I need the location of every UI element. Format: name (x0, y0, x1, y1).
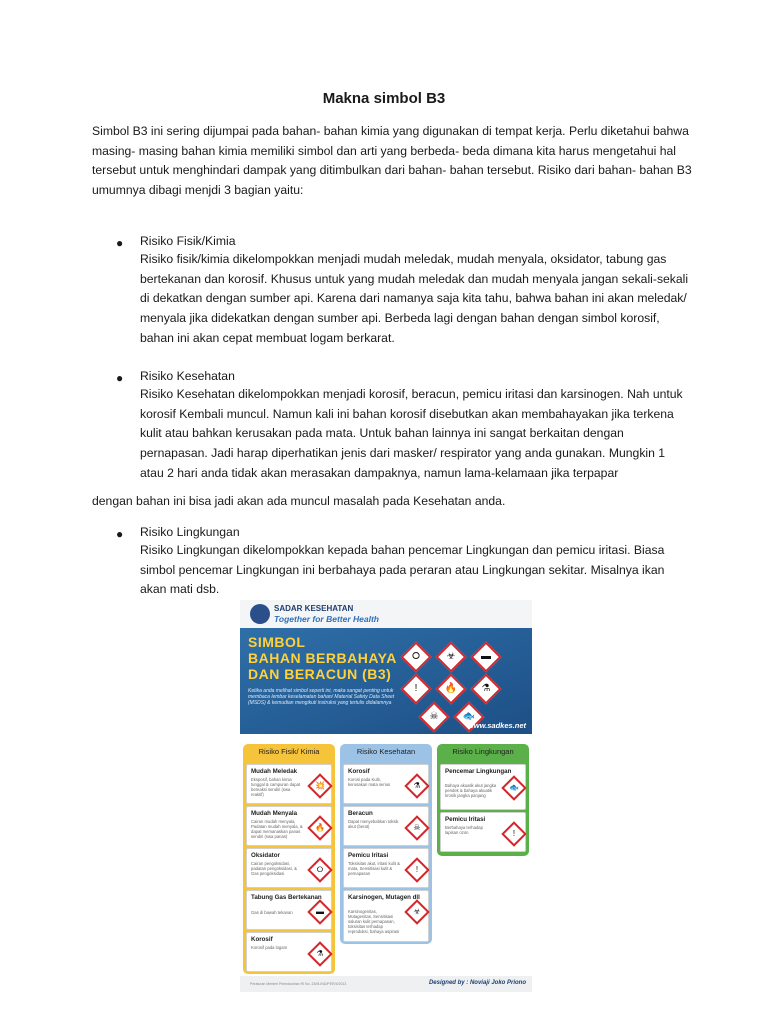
cell-desc: Korosif pada logam (251, 945, 288, 950)
column-lingkungan (437, 744, 529, 856)
poster-footnote: Peraturan Menteri Perindustrian RI No. 23/M-IND/PER/4/2013 (250, 982, 347, 986)
cell-name: Tabung Gas Bertekanan (251, 894, 322, 901)
oxidizer-icon: ⭘ (307, 857, 332, 882)
cell-name: Korosif (348, 768, 370, 775)
cell-korosif-logam (246, 932, 332, 972)
cell-karsinogen (343, 890, 429, 942)
flame-icon: 🔥 (435, 673, 466, 704)
skull-icon: ☠ (418, 701, 449, 732)
bullet-3: ● (116, 527, 124, 541)
item-title-lingkungan: Risiko Lingkungan (140, 525, 240, 539)
cell-name: Pemicu Iritasi (348, 852, 389, 859)
item-title-fisik-kimia: Risiko Fisik/Kimia (140, 234, 236, 248)
poster-header (240, 600, 532, 628)
cell-name: Beracun (348, 810, 373, 817)
poster-heading-2: BAHAN BERBAHAYA (248, 650, 397, 666)
exclamation-icon: ! (404, 857, 429, 882)
gas-cylinder-icon: ▬ (470, 641, 501, 672)
cell-desc: Cairan mudah menyala, Padatan mudah menyala, & dapat memanaskan panas sendiri (swa panas) (251, 819, 303, 839)
cell-pemicu-iritasi-kesehatan (343, 848, 429, 888)
cell-desc: Dapat menyebabkan toksik akut (berat) (348, 819, 399, 829)
cell-name: Pemicu Iritasi (445, 816, 486, 823)
shield-logo-icon (250, 604, 270, 624)
corrosion-icon: ⚗ (307, 941, 332, 966)
explosion-icon: 💥 (307, 773, 332, 798)
cell-desc: Korosi pada Kulit, kerusakan mata serius (348, 777, 391, 787)
item-body-kesehatan: Risiko Kesehatan dikelompokkan menjadi korosif, beracun, pemicu iritasi dan karsinogen. Nah untuk korosif Kembali muncul. Namun kali ini bahan korosif disebutkan akan membahayakan jika terkena kulit atau bahkan kerusakan pada mata. Untuk bahan lainnya ini sangat berkaitan dengan pernapasan. Jadi harap diperhatikan jenis dari masker/ respirator yang anda gunakan. Mungkin 1 atau 2 hari anda tidak akan merasakan dampaknya, namun lama-kelamaan jika terpapar (140, 387, 683, 480)
cell-name: Mudah Menyala (251, 810, 298, 817)
health-hazard-icon: ☣ (404, 899, 429, 924)
cell-name: Pencemar Lingkungan (445, 768, 512, 775)
cell-name: Mudah Meledak (251, 768, 298, 775)
cell-desc: Berbahaya terhadap lapisan ozon (445, 825, 483, 835)
poster-description: Ketika anda melihat simbol seperti ini, maka sangat penting untuk membaca lembar keselamatan bahan/ Material Safety Data Sheet (MSDS) & kemudian mengikuti instruksi yang tertulis didalamnya (248, 688, 395, 706)
poster-brand: SADAR KESEHATAN (274, 604, 354, 613)
poster-tagline: Together for Better Health (274, 614, 380, 624)
environment-icon: 🐟 (453, 701, 484, 732)
exclamation-icon: ! (501, 821, 526, 846)
bullet-2: ● (116, 371, 124, 385)
flame-circle-icon: ⭘ (400, 641, 431, 672)
cell-mudah-menyala (246, 806, 332, 846)
poster-footer (240, 976, 532, 992)
cell-oksidator (246, 848, 332, 888)
column-kesehatan (340, 744, 432, 944)
b3-symbol-infographic (240, 600, 532, 992)
cell-name: Korosif (251, 936, 273, 943)
poster-banner (240, 628, 532, 734)
exclamation-icon: ! (400, 673, 431, 704)
cell-pencemar-lingkungan (440, 764, 526, 810)
column-header-lingkungan: Risiko Lingkungan (452, 747, 514, 756)
poster-heading (248, 634, 397, 682)
cell-name: Oksidator (251, 852, 280, 859)
cell-desc: Eksposif, bahan kimia tunggal & campuran dapat bereaksi sendiri (swa reaktif) (251, 777, 301, 797)
cell-pemicu-iritasi-lingkungan (440, 812, 526, 852)
cell-mudah-meledak (246, 764, 332, 804)
corrosion-icon: ⚗ (470, 673, 501, 704)
item-body-fisik-kimia: Risiko fisik/kimia dikelompokkan menjadi mudah meledak, mudah menyala, oksidator, tabung gas bertekanan dan korosif. Khusus untuk yang mudah meledak dan mudah menyala jangan sekali-sekali di dekatkan dengan sumber api. Karena dari namanya saja kita tahu, bahwa bahan ini akan meledak/ menyala jika didekatkan dengan sumber api. Berbeda lagi dengan bahan dengan simbol korosif, bahan ini akan cepat membuat logam berkarat. (140, 252, 689, 345)
cell-desc: Toksisitas akut, iritasi kulit & mata, Sensitisasi kulit & pernapasan (348, 861, 400, 876)
poster-heading-3: DAN BERACUN (B3) (248, 666, 392, 682)
intro-paragraph: Simbol B3 ini sering dijumpai pada bahan- bahan kimia yang digunakan di tempat kerja. Perlu diketahui bahwa masing- masing bahan kimia memiliki simbol dan arti yang berbeda- beda dimana kita harus mengetahui hal tersebut untuk menghindari dampak yang ditimbulkan dari bahan- bahan tersebut. Risiko dari bahan- bahan B3 umumnya dibagi menjdi 3 bagian yaitu: (92, 124, 692, 198)
column-header-kesehatan: Risiko Kesehatan (356, 747, 416, 756)
cell-korosif-kulit (343, 764, 429, 804)
item-title-kesehatan: Risiko Kesehatan (140, 369, 235, 383)
cell-name: Karsinogen, Mutagen dll (348, 894, 420, 901)
corrosion-icon: ⚗ (404, 773, 429, 798)
cell-desc: Karsinogenitas, Mutagenitas, Sensitisasi saluran kulit pernapasan, toksisitas terhadap reproduksi, bahaya aspirasi (348, 909, 400, 934)
cell-desc: Gas di bawah tekanan (251, 910, 293, 915)
page-title: Makna simbol B3 (322, 90, 446, 107)
gas-cylinder-icon: ▬ (307, 899, 332, 924)
cell-beracun (343, 806, 429, 846)
health-hazard-icon: ☣ (435, 641, 466, 672)
bullet-1: ● (116, 236, 124, 250)
cell-desc: Bahaya akuatik akut jangka pendek & bahaya akuatik kronik jangka panjang (445, 783, 497, 798)
poster-credit: Designed by : Noviaji Joko Priono (428, 980, 526, 986)
environment-icon: 🐟 (501, 775, 526, 800)
flame-icon: 🔥 (307, 815, 332, 840)
item-body-lingkungan: Risiko Lingkungan dikelompokkan kepada bahan pencemar Lingkungan dan pemicu iritasi. Biasa simbol pencemar Lingkungan ini berbahaya pada peraran atau Lingkungan sekitar. Misalnya ikan akan mati dsb. (140, 543, 665, 597)
poster-url: www.sadkes.net (467, 721, 526, 730)
continuation-text: dengan bahan ini bisa jadi akan ada muncul masalah pada Kesehatan anda. (92, 494, 506, 508)
skull-icon: ☠ (404, 815, 429, 840)
column-header-fisik-kimia: Risiko Fisik/ Kimia (258, 747, 320, 756)
column-fisik-kimia (243, 744, 335, 974)
poster-heading-1: SIMBOL (248, 634, 306, 650)
cell-desc: Cairan pengoksidasi, padatan pengoksidasi, & Gas pengoksidasi (251, 861, 297, 876)
cell-tabung-gas (246, 890, 332, 930)
